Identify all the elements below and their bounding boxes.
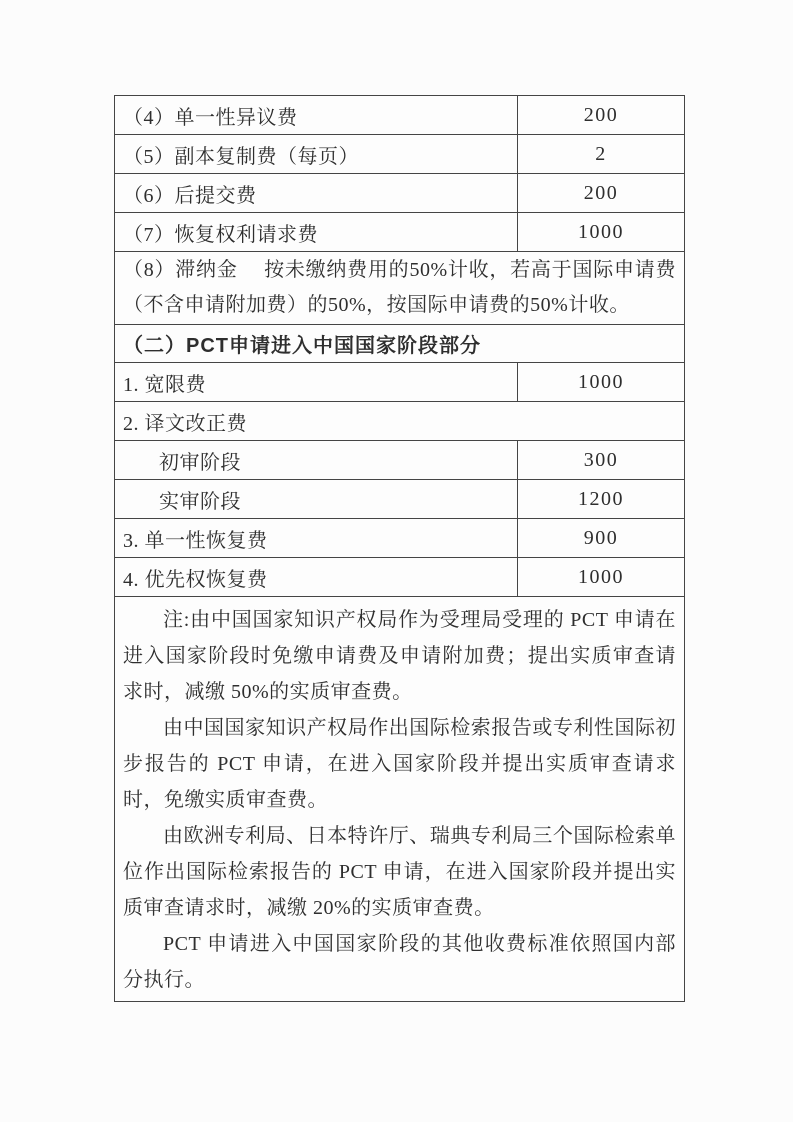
note-paragraph-search-report-cnipa: 由中国国家知识产权局作出国际检索报告或专利性国际初步报告的 PCT 申请，在进入国家阶段并提出实质审查请求时，免缴实质审查费。 <box>123 717 676 811</box>
fee-value: 200 <box>517 174 684 212</box>
fee-table <box>114 95 685 1002</box>
fee-value: 2 <box>517 135 684 173</box>
table-row-unity-objection-fee <box>115 96 684 135</box>
fee-label: 1. 宽限费 <box>123 373 206 396</box>
table-row-priority-restoration-fee <box>115 558 684 597</box>
table-row-late-payment-surcharge <box>115 252 684 325</box>
table-row-late-submission-fee <box>115 174 684 213</box>
notes-section <box>115 597 684 1001</box>
table-row-substantive-exam-stage <box>115 480 684 519</box>
fee-value: 1200 <box>517 480 684 518</box>
fee-value: 1000 <box>517 213 684 251</box>
table-row-preliminary-exam-stage <box>115 441 684 480</box>
fee-label: （7）恢复权利请求费 <box>123 223 318 246</box>
note-paragraph-receiving-office: 注:由中国国家知识产权局作为受理局受理的 PCT 申请在进入国家阶段时免缴申请费及申请附加费；提出实质审查请求时，减缴 50%的实质审查费。 <box>123 609 676 703</box>
table-row-copy-fee <box>115 135 684 174</box>
section-heading-pct-national-phase <box>115 325 684 363</box>
table-row-grace-period-fee <box>115 363 684 402</box>
note-paragraph-other-fees: PCT 申请进入中国国家阶段的其他收费标准依照国内部分执行。 <box>123 933 676 991</box>
fee-label: （4）单一性异议费 <box>123 106 298 129</box>
fee-value: 1000 <box>517 363 684 401</box>
late-fee-text: （8）滞纳金 按未缴纳费用的50%计收，若高于国际申请费（不含申请附加费）的50%，按国际申请费的50%计收。 <box>123 259 676 316</box>
fee-value: 200 <box>517 96 684 134</box>
fee-label: 3. 单一性恢复费 <box>123 529 268 552</box>
note-paragraph-search-report-foreign-offices: 由欧洲专利局、日本特许厅、瑞典专利局三个国际检索单位作出国际检索报告的 PCT 申请，在进入国家阶段并提出实质审查请求时，减缴 20%的实质审查费。 <box>123 825 676 919</box>
fee-label: 实审阶段 <box>159 490 241 513</box>
fee-label: （6）后提交费 <box>123 184 257 207</box>
fee-label: 初审阶段 <box>159 451 241 474</box>
fee-value: 300 <box>517 441 684 479</box>
fee-label: 4. 优先权恢复费 <box>123 568 268 591</box>
table-row-unity-restoration-fee <box>115 519 684 558</box>
fee-value: 1000 <box>517 558 684 596</box>
table-row-rights-restoration-request-fee <box>115 213 684 252</box>
fee-label: 2. 译文改正费 <box>123 412 247 435</box>
fee-label: （5）副本复制费（每页） <box>123 145 359 168</box>
table-row-translation-correction-fee <box>115 402 684 441</box>
fee-value: 900 <box>517 519 684 557</box>
section-heading-text: （二）PCT申请进入中国国家阶段部分 <box>123 335 481 357</box>
